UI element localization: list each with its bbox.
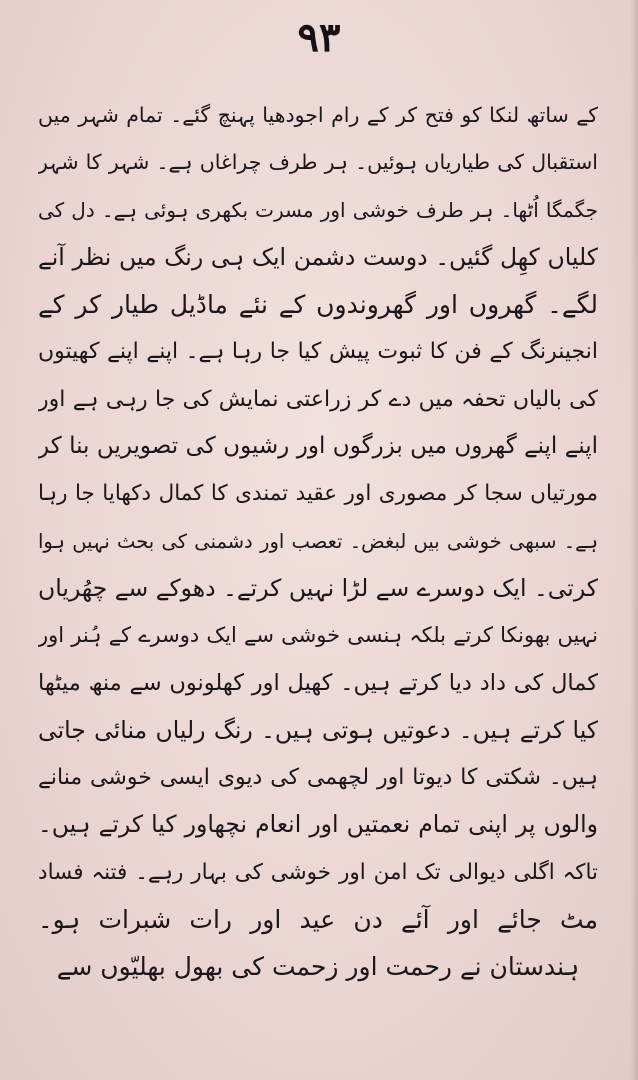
text-line-17: تاکہ اگلی دیوالی تک امن اور خوشی کی بہار رہے۔ فتنہ فساد — [38, 859, 598, 885]
text-line-4: کلیاں کھِل گئیں۔ دوست دشمن ایک ہی رنگ میں نظر آنے — [38, 242, 598, 271]
text-line-7: کی بالیاں تحفہ میں دے کر زراعتی نمایش کی جا رہی ہے اور — [38, 386, 598, 412]
text-line-16: والوں پر اپنی تمام نعمتیں اور انعام نچھاور کیا کرتے ہیں۔ — [38, 810, 598, 839]
text-line-5: لگے۔ گھروں اور گھروندوں کے نئے ماڈیل طیار کر کے — [38, 290, 598, 320]
text-line-2: استقبال کی طیاریاں ہوئیں۔ ہر طرف چراغاں ہے۔ شہر کا شہر — [38, 150, 598, 175]
text-line-18: مٹ جائے اور آئے دن عید اور رات شبرات ہو۔ — [38, 905, 598, 935]
text-line-12: نہیں بھونکا کرتے بلکہ ہنسی خوشی سے ایک دوسرے کے ہُنر اور — [38, 623, 598, 648]
text-line-19: ہندستان نے رحمت اور زحمت کی بھول بھلیّوں سے — [56, 952, 580, 982]
text-line-1: کے ساتھ لنکا کو فتح کر کے رام اجودھیا پہنچ گئے۔ تمام شہر میں — [38, 103, 598, 127]
text-line-15: ہیں۔ شکتی کا دیوتا اور لچھمی کی دیوی ایسی خوشی منانے — [38, 765, 598, 791]
text-line-10: ہے۔ سبھی خوشی بیں لبغض۔ تعصب اور دشمنی کی بحث نہیں ہوا — [38, 529, 598, 553]
text-line-6: انجینرنگ کے فن کا ثبوت پیش کیا جا رہا ہے۔ اپنے اپنے کھیتوں — [38, 339, 598, 365]
page-edge-shadow — [630, 0, 638, 1080]
body-text — [38, 92, 598, 991]
text-line-8: اپنے اپنے گھروں میں بزرگوں اور رشیوں کی تصویریں بنا کر — [38, 433, 598, 460]
text-line-3: جگمگا اُٹھا۔ ہر طرف خوشی اور مسرت بکھری ہوئی ہے۔ دل کی — [38, 197, 598, 222]
text-line-11: کرتی۔ ایک دوسرے سے لڑا نہیں کرتے۔ دھوکے سے چھُریاں — [38, 573, 598, 602]
text-line-13: کمال کی داد دیا کرتے ہیں۔ کھیل اور کھلونوں سے منھ میٹھا — [38, 669, 598, 696]
text-line-14: کیا کرتے ہیں۔ دعوتیں ہوتی ہیں۔ رنگ رلیاں منائی جاتی — [38, 715, 598, 744]
text-line-9: مورتیاں سجا کر مصوری اور عقید تمندی کا کمال دکھایا جا رہا — [38, 481, 598, 507]
page-number: ۹۳ — [297, 14, 341, 61]
